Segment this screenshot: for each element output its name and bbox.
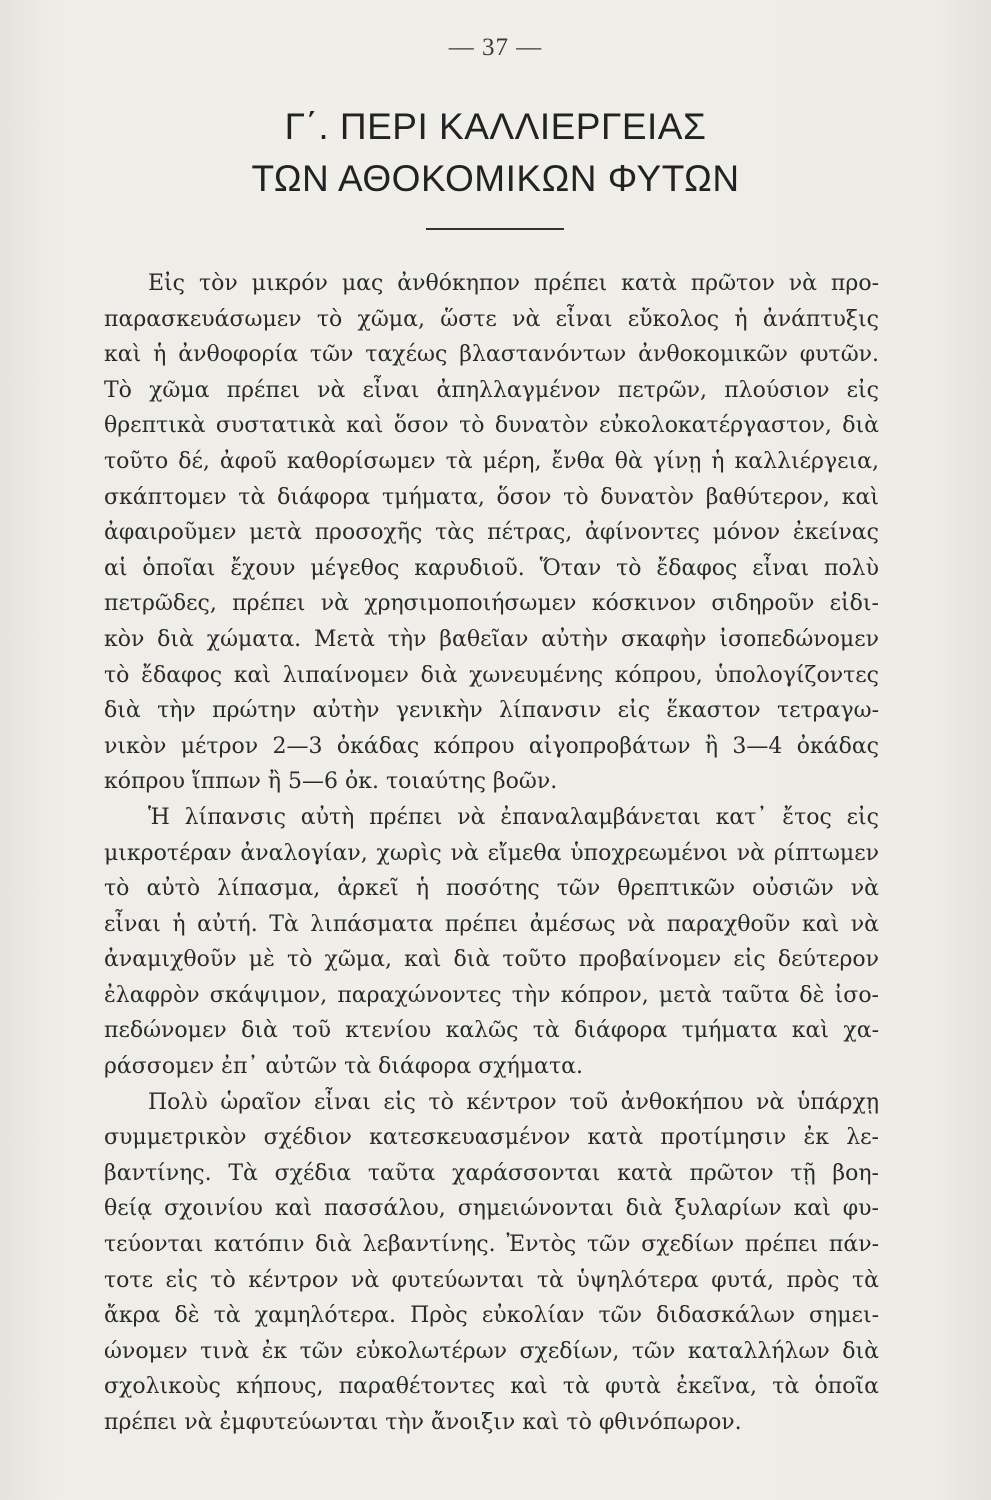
text-line: θείᾳ σχοινίου καὶ πασσάλου, σημειώνονται διὰ ξυλαρίων καὶ φυ- — [104, 1196, 879, 1222]
body-text — [104, 266, 879, 1441]
text-line: κὸν διὰ χώματα. Μετὰ τὴν βαθεῖαν αὐτὴν σκαφὴν ἰσοπεδώνομεν — [104, 626, 879, 652]
text-line: τοτε εἰς τὸ κέντρον νὰ φυτεύωνται τὰ ὑψηλότερα φυτά, πρὸς τὰ — [104, 1267, 879, 1293]
text-line: μικροτέραν ἀναλογίαν, χωρὶς νὰ εἴμεθα ὑποχρεωμένοι νὰ ρίπτωμεν — [104, 840, 879, 866]
text-line: πετρῶδες, πρέπει νὰ χρησιμοποιήσωμεν κόσκινον σιδηροῦν εἰδι- — [104, 591, 879, 617]
chapter-title-line-2: ΤΩΝ ΑΘΟΚΟΜΙΚΩΝ ΦΥΤΩΝ — [251, 158, 740, 199]
chapter-title-line-1: Γ΄. ΠΕΡΙ ΚΑΛΛΙΕΡΓΕΙΑΣ — [284, 106, 707, 147]
text-line: Εἰς τὸν μικρόν μας ἀνθόκηπον πρέπει κατὰ πρῶτον νὰ προ- — [148, 271, 879, 296]
paragraph-3 — [104, 1085, 879, 1441]
text-line: τεύονται κατόπιν διὰ λεβαντίνης. Ἐντὸς τῶν σχεδίων πρέπει πάν- — [104, 1232, 879, 1258]
text-line: Τὸ χῶμα πρέπει νὰ εἶναι ἀπηλλαγμένον πετρῶν, πλούσιον εἰς — [104, 377, 879, 403]
text-line: Ἡ λίπανσις αὐτὴ πρέπει νὰ ἐπαναλαμβάνεται κατ᾽ ἔτος εἰς — [148, 804, 879, 830]
text-line: παρασκευάσωμεν τὸ χῶμα, ὥστε νὰ εἶναι εὔκολος ἡ ἀνάπτυξις — [104, 306, 879, 332]
text-line: σχολικοὺς κήπους, παραθέτοντες καὶ τὰ φυτὰ ἐκεῖνα, τὰ ὁποῖα — [104, 1374, 879, 1400]
text-line: εἶναι ἡ αὐτή. Τὰ λιπάσματα πρέπει ἀμέσως νὰ παραχθοῦν καὶ νὰ — [104, 911, 879, 937]
text-line: κόπρου ἵππων ἢ 5—6 ὀκ. τοιαύτης βοῶν. — [104, 769, 558, 795]
text-line: θρεπτικὰ συστατικὰ καὶ ὅσον τὸ δυνατὸν εὐκολοκατέργαστον, διὰ — [104, 413, 879, 439]
text-line: σκάπτομεν τὰ διάφορα τμήματα, ὅσον τὸ δυνατὸν βαθύτερον, καὶ — [104, 484, 879, 510]
text-line: νικὸν μέτρον 2—3 ὀκάδας κόπρου αἰγοπροβάτων ἢ 3—4 ὀκάδας — [104, 733, 879, 759]
text-line: ώνομεν τινὰ ἐκ τῶν εὐκολωτέρων σχεδίων, τῶν καταλλήλων διὰ — [104, 1338, 879, 1364]
text-line: ράσσομεν ἐπ᾽ αὐτῶν τὰ διάφορα σχήματα. — [104, 1054, 583, 1080]
text-line: συμμετρικὸν σχέδιον κατεσκευασμένον κατὰ προτίμησιν ἐκ λε- — [104, 1125, 879, 1151]
text-line: βαντίνης. Τὰ σχέδια ταῦτα χαράσσονται κατὰ πρῶτον τῇ βοη- — [104, 1160, 879, 1186]
paragraph-1 — [104, 266, 879, 800]
text-line: ἀναμιχθοῦν μὲ τὸ χῶμα, καὶ διὰ τοῦτο προβαίνομεν εἰς δεύτερον — [104, 947, 879, 973]
text-line: τὸ αὐτὸ λίπασμα, ἀρκεῖ ἡ ποσότης τῶν θρεπτικῶν οὐσιῶν νὰ — [104, 876, 879, 902]
text-line: τὸ ἔδαφος καὶ λιπαίνομεν διὰ χωνευμένης κόπρου, ὑπολογίζοντες — [104, 662, 879, 688]
text-line: αἱ ὁποῖαι ἔχουν μέγεθος καρυδιοῦ. Ὅταν τὸ ἔδαφος εἶναι πολὺ — [104, 555, 879, 581]
text-line: ἐλαφρὸν σκάψιμον, παραχώνοντες τὴν κόπρον, μετὰ ταῦτα δὲ ἰσο- — [104, 982, 879, 1008]
paragraph-2 — [104, 800, 879, 1085]
text-line: καὶ ἡ ἀνθοφορία τῶν ταχέως βλαστανόντων ἀνθοκομικῶν φυτῶν. — [104, 342, 879, 368]
title-divider — [426, 228, 564, 230]
text-line: διὰ τὴν πρώτην αὐτὴν γενικὴν λίπανσιν εἰς ἕκαστον τετραγω- — [104, 698, 879, 724]
text-line: ἀφαιροῦμεν μετὰ προσοχῆς τὰς πέτρας, ἀφίνοντες μόνον ἐκείνας — [104, 520, 879, 546]
text-line: πεδώνομεν διὰ τοῦ κτενίου καλῶς τὰ διάφορα τμήματα καὶ χα- — [104, 1018, 879, 1044]
text-line: πρέπει νὰ ἐμφυτεύωνται τὴν ἄνοιξιν καὶ τὸ φθινόπωρον. — [104, 1410, 742, 1435]
text-line: Πολὺ ὡραῖον εἶναι εἰς τὸ κέντρον τοῦ ἀνθοκήπου νὰ ὑπάρχῃ — [148, 1089, 879, 1115]
page-number: — 37 — — [448, 34, 543, 61]
text-line: τοῦτο δέ, ἀφοῦ καθορίσωμεν τὰ μέρη, ἔνθα θὰ γίνῃ ἡ καλλιέργεια, — [104, 448, 879, 474]
text-line: ἄκρα δὲ τὰ χαμηλότερα. Πρὸς εὐκολίαν τῶν διδασκάλων σημει- — [104, 1303, 879, 1329]
